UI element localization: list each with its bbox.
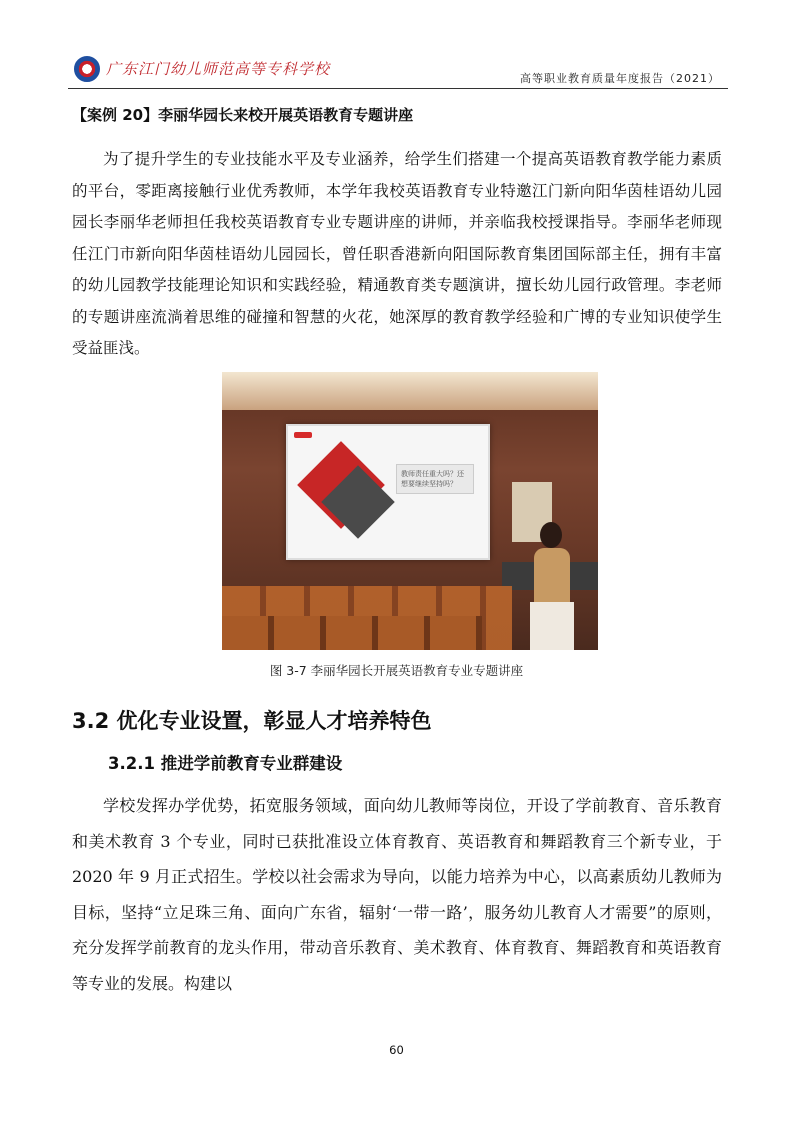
- figure-caption: 图 3-7 李丽华园长开展英语教育专业专题讲座: [269, 663, 524, 678]
- section-paragraph: 学校发挥办学优势，拓宽服务领域，面向幼儿教师等岗位，开设了学前教育、音乐教育和美术教育 3 个专业，同时已获批准设立体育教育、英语教育和舞蹈教育三个新专业，于 2020 年 9 月正式招生。学校以社会需求为导向，以能力培养为中心，以高素质幼儿教师为目标，坚持“立足珠三角、面向广东省，辐射‘一带一路’，服务幼儿教育人才需要”的原则，充分发挥学前教育的龙头作用，带动音乐教育、美术教育、体育教育、舞蹈教育和英语教育等专业的发展。构建以: [72, 796, 722, 993]
- subsection-heading: 3.2.1 推进学前教育专业群建设: [108, 754, 343, 773]
- page-number: 60: [389, 1043, 404, 1057]
- speaker-head: [540, 522, 562, 548]
- section-heading: 3.2 优化专业设置，彰显人才培养特色: [72, 709, 432, 733]
- page-header: [68, 50, 728, 90]
- school-logo-icon: [74, 56, 100, 82]
- speaker-body: [534, 548, 570, 608]
- lecture-photo: [222, 372, 598, 650]
- photo-ceiling: [222, 372, 598, 410]
- slide-question-text: 教师责任重大吗？还想要继续坚持吗？: [396, 464, 474, 494]
- case-title: 【案例 20】李丽华园长来校开展英语教育专题讲座: [72, 106, 414, 124]
- speaker-skirt: [530, 602, 574, 650]
- header-divider: [68, 88, 728, 89]
- projector-screen: [286, 424, 490, 560]
- slide-logo-icon: [294, 432, 312, 438]
- report-title: 高等职业教育质量年度报告（2021）: [520, 72, 720, 85]
- auditorium-seats-front: [222, 616, 482, 650]
- case-paragraph: 为了提升学生的专业技能水平及专业涵养，给学生们搭建一个提高英语教育教学能力素质的平台，零距离接触行业优秀教师，本学年我校英语教育专业特邀江门新向阳华茵桂语幼儿园园长李丽华老师担任我校英语教育专业专题讲座的讲师，并亲临我校授课指导。李丽华老师现任江门市新向阳华茵桂语幼儿园园长，曾任职香港新向阳国际教育集团国际部主任，拥有丰富的幼儿园教学技能理论知识和实践经验，精通教育类专题演讲，擅长幼儿园行政管理。李老师的专题讲座流淌着思维的碰撞和智慧的火花，她深厚的教育教学经验和广博的专业知识使学生受益匪浅。: [72, 150, 722, 357]
- school-name-script: 广东江门幼儿师范高等专科学校: [106, 60, 331, 78]
